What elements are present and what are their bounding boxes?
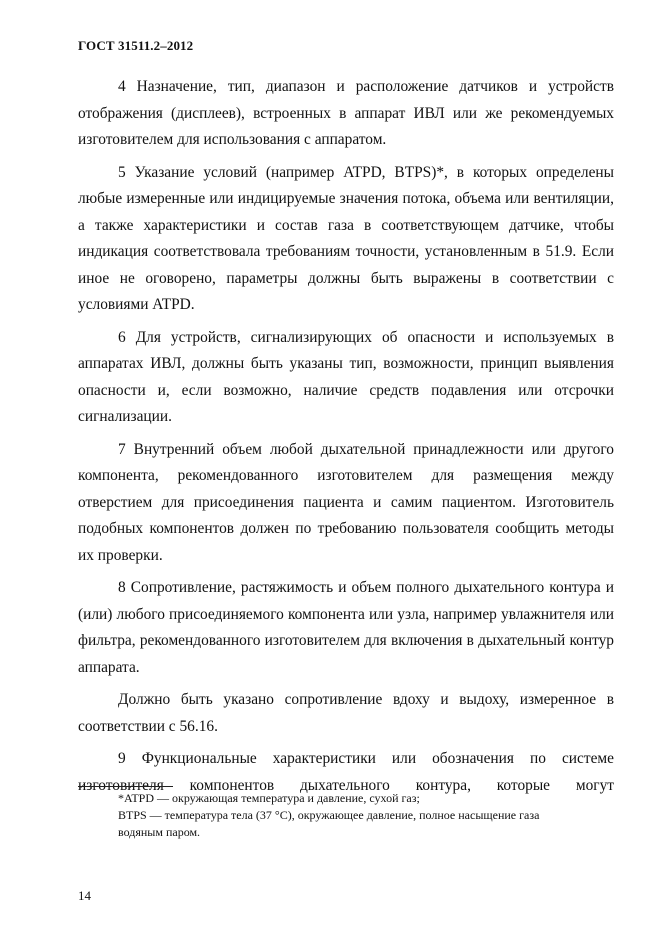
paragraph-item-8: 8 Сопротивление, растяжимость и объем полного дыхательного контура и (или) любого присоединяемого компонента или узла, например увлажнителя или фильтра, рекомендованного изготовителем для включения в дыхательный контур аппарата. xyxy=(78,579,614,676)
document-header: ГОСТ 31511.2–2012 xyxy=(78,38,194,53)
footnote-divider xyxy=(78,786,173,787)
footnote-atpd: *ATPD –– окружающая температура и давление, сухой газ; xyxy=(118,791,420,805)
footnote-btps-line-1: BTPS –– температура тела (37 °C), окружающее давление, полное насыщение газа xyxy=(118,808,540,822)
paragraph-item-4: 4 Назначение, тип, диапазон и расположение датчиков и устройств отображения (дисплеев), встроенных в аппарат ИВЛ или же рекомендуемых изготовителем для использования с аппаратом. xyxy=(78,78,614,148)
main-text xyxy=(78,74,614,799)
footnotes xyxy=(118,790,614,841)
paragraph-item-7: 7 Внутренний объем любой дыхательной принадлежности или другого компонента, рекомендованного изготовителем для размещения между отверстием для присоединения пациента и самим пациентом. Изготовитель подобных компонентов должен по требованию пользователя сообщить методы их проверки. xyxy=(78,440,614,564)
paragraph-item-6: 6 Для устройств, сигнализирующих об опасности и используемых в аппаратах ИВЛ, должны быть указаны тип, возможности, принцип выявления опасности и, если возможно, наличие средств подавления или отсрочки сигнализации. xyxy=(78,328,614,425)
footnote-btps-line-2: водяным паром. xyxy=(118,825,201,839)
paragraph-item-5: 5 Указание условий (например ATPD, BTPS)*, в которых определены любые измеренные или индицируемые значения потока, объема или вентиляции, а также характеристики и состав газа в соответствующем датчике, чтобы индикация соответствовала требованиям точности, установленным в 51.9. Если иное не оговорено, параметры должны быть выражены в соответствии с условиями ATPD. xyxy=(78,163,614,313)
page-number: 14 xyxy=(78,888,91,903)
paragraph-item-9: 9 Функциональные характеристики или обозначения по системе изготовителя компонентов дыхательного контура, которые могут xyxy=(78,750,614,794)
paragraph-item-8-note: Должно быть указано сопротивление вдоху и выдоху, измеренное в соответствии с 56.16. xyxy=(78,691,614,735)
